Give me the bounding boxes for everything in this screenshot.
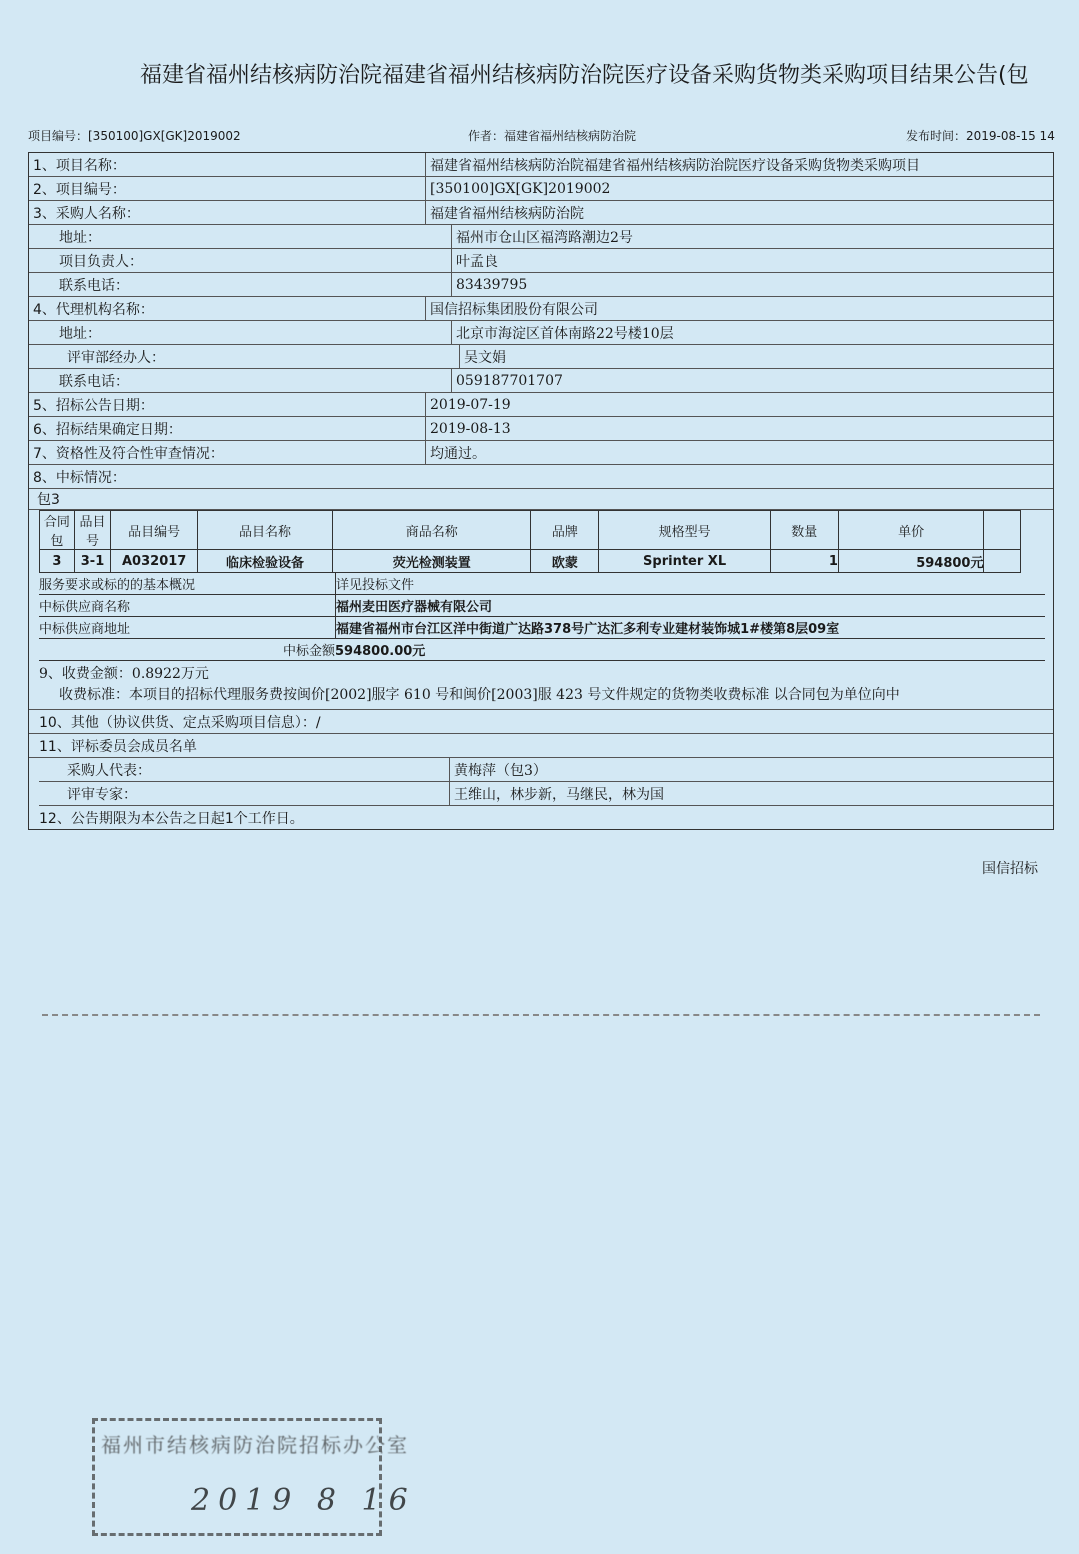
footer-signature: 国信招标 — [982, 861, 1038, 877]
label: 3、采购人名称： — [33, 205, 140, 222]
data-cell: 3-1 — [74, 550, 111, 573]
label: 地址： — [59, 229, 101, 246]
fee-amount: 9、收费金额：0.8922万元 — [39, 666, 209, 682]
label: 1、项目名称： — [33, 157, 126, 174]
row-purchaser-name — [29, 201, 1053, 225]
label: 地址： — [59, 325, 101, 342]
section-award-label: 8、中标情况： — [33, 469, 126, 486]
label: 2、项目编号： — [33, 181, 126, 198]
supplier-row — [39, 595, 1045, 617]
row-agency-phone — [29, 369, 1053, 393]
committee-purchaser-row — [39, 758, 1053, 782]
service-row — [39, 573, 1045, 595]
header-cell: 品目号 — [74, 511, 111, 550]
empty-cell — [984, 511, 1021, 550]
amount-label: 中标金额 — [282, 644, 335, 659]
label: 联系电话： — [59, 373, 129, 390]
section-award — [29, 465, 1053, 489]
section-committee-label: 11、评标委员会成员名单 — [39, 738, 197, 755]
data-cell: 欧蒙 — [531, 550, 599, 573]
publish-time: 发布时间：2019-08-15 14 — [906, 129, 1055, 143]
header-cell: 数量 — [770, 511, 838, 550]
fee-section — [29, 661, 1053, 710]
value: 2019-08-13 — [425, 417, 1053, 440]
experts-label: 评审专家： — [67, 786, 137, 803]
value: 叶孟良 — [451, 249, 1053, 272]
value: [350100]GX[GK]2019002 — [425, 177, 1053, 200]
label: 项目负责人： — [59, 253, 143, 270]
header-cell: 规格型号 — [599, 511, 770, 550]
section-other-label: 10、其他（协议供货、定点采购项目信息）：/ — [39, 714, 321, 731]
items-data-row — [40, 550, 1021, 573]
label: 4、代理机构名称： — [33, 301, 154, 318]
section-period-label: 12、公告期限为本公告之日起1个工作日。 — [39, 810, 304, 827]
row-purchaser-phone — [29, 273, 1053, 297]
data-cell: 临床检验设备 — [198, 550, 333, 573]
received-stamp — [92, 1418, 416, 1536]
row-project-number — [29, 177, 1053, 201]
page-title: 福建省福州结核病防治院福建省福州结核病防治院医疗设备采购货物类采购项目结果公告(包 — [140, 63, 1029, 88]
committee-experts-row — [39, 782, 1053, 806]
project-number: 项目编号：[350100]GX[GK]2019002 — [28, 129, 241, 143]
stamp-date: 2019 8 16 — [191, 1483, 416, 1518]
items-table — [39, 510, 1021, 573]
package-label: 包3 — [29, 489, 1053, 510]
header-cell: 合同包 — [40, 511, 75, 550]
value: 北京市海淀区首体南路22号楼10层 — [451, 321, 1053, 344]
items-header-row — [40, 511, 1021, 550]
value: 吴文娟 — [459, 345, 1053, 368]
row-project-name — [29, 153, 1053, 177]
stamp-text: 福州市结核病防治院招标办公室 — [101, 1433, 409, 1457]
value: 83439795 — [451, 273, 1053, 296]
empty-cell — [984, 550, 1021, 573]
section-period — [29, 806, 1053, 829]
experts-value: 王维山，林步新，马继民，林为国 — [449, 782, 1053, 805]
data-cell: 荧光检测装置 — [333, 550, 531, 573]
row-purchaser-address — [29, 225, 1053, 249]
data-cell: 3 — [40, 550, 75, 573]
value: 福建省福州结核病防治院福建省福州结核病防治院医疗设备采购货物类采购项目 — [425, 153, 1053, 176]
supplier-label: 中标供应商名称 — [39, 600, 131, 615]
label: 5、招标公告日期： — [33, 397, 154, 414]
fee-standard: 收费标准：本项目的招标代理服务费按闽价[2002]服字 610 号和闽价[2003]服 423 号文件规定的货物类收费标准 以合同包为单位向中 — [59, 687, 900, 703]
label: 6、招标结果确定日期： — [33, 421, 182, 438]
label: 联系电话： — [59, 277, 129, 294]
purchaser-rep-label: 采购人代表： — [67, 762, 151, 779]
row-announce-date — [29, 393, 1053, 417]
purchaser-rep-value: 黄梅萍（包3） — [449, 758, 1053, 781]
section-committee — [29, 734, 1053, 758]
header-cell: 商品名称 — [333, 511, 531, 550]
row-result-date — [29, 417, 1053, 441]
service-value: 详见投标文件 — [335, 573, 1045, 594]
header-cell: 品目名称 — [198, 511, 333, 550]
supplier-address-label: 中标供应商地址 — [39, 622, 131, 637]
value: 福建省福州结核病防治院 — [425, 201, 1053, 224]
row-agency-handler — [29, 345, 1053, 369]
data-cell: Sprinter XL — [599, 550, 770, 573]
data-cell: 594800元 — [838, 550, 984, 573]
supplier-address-row — [39, 617, 1045, 639]
supplier-value: 福州麦田医疗器械有限公司 — [335, 595, 1045, 616]
row-review — [29, 441, 1053, 465]
result-table — [28, 152, 1054, 830]
service-label: 服务要求或标的的基本概况 — [39, 578, 196, 593]
label: 评审部经办人： — [67, 349, 165, 366]
section-other — [29, 710, 1053, 734]
supplier-address-value: 福建省福州市台江区洋中街道广达路378号广达汇多利专业建材装饰城1#楼第8层09室 — [335, 617, 1045, 638]
row-project-leader — [29, 249, 1053, 273]
amount-value: 594800.00元 — [335, 644, 426, 659]
data-cell: 1 — [770, 550, 838, 573]
value: 059187701707 — [451, 369, 1053, 392]
value: 均通过。 — [425, 441, 1053, 464]
author: 作者：福建省福州结核病防治院 — [468, 129, 637, 143]
label: 7、资格性及符合性审查情况： — [33, 445, 224, 462]
data-cell: A032017 — [111, 550, 198, 573]
amount-row — [39, 639, 1045, 661]
award-details — [39, 573, 1045, 661]
header-cell: 品目编号 — [111, 511, 198, 550]
value: 国信招标集团股份有限公司 — [425, 297, 1053, 320]
value: 福州市仓山区福湾路潮边2号 — [451, 225, 1053, 248]
header-cell: 品牌 — [531, 511, 599, 550]
value: 2019-07-19 — [425, 393, 1053, 416]
row-agency-address — [29, 321, 1053, 345]
header-cell: 单价 — [838, 511, 984, 550]
dashed-divider — [42, 1014, 1040, 1016]
row-agency-name — [29, 297, 1053, 321]
